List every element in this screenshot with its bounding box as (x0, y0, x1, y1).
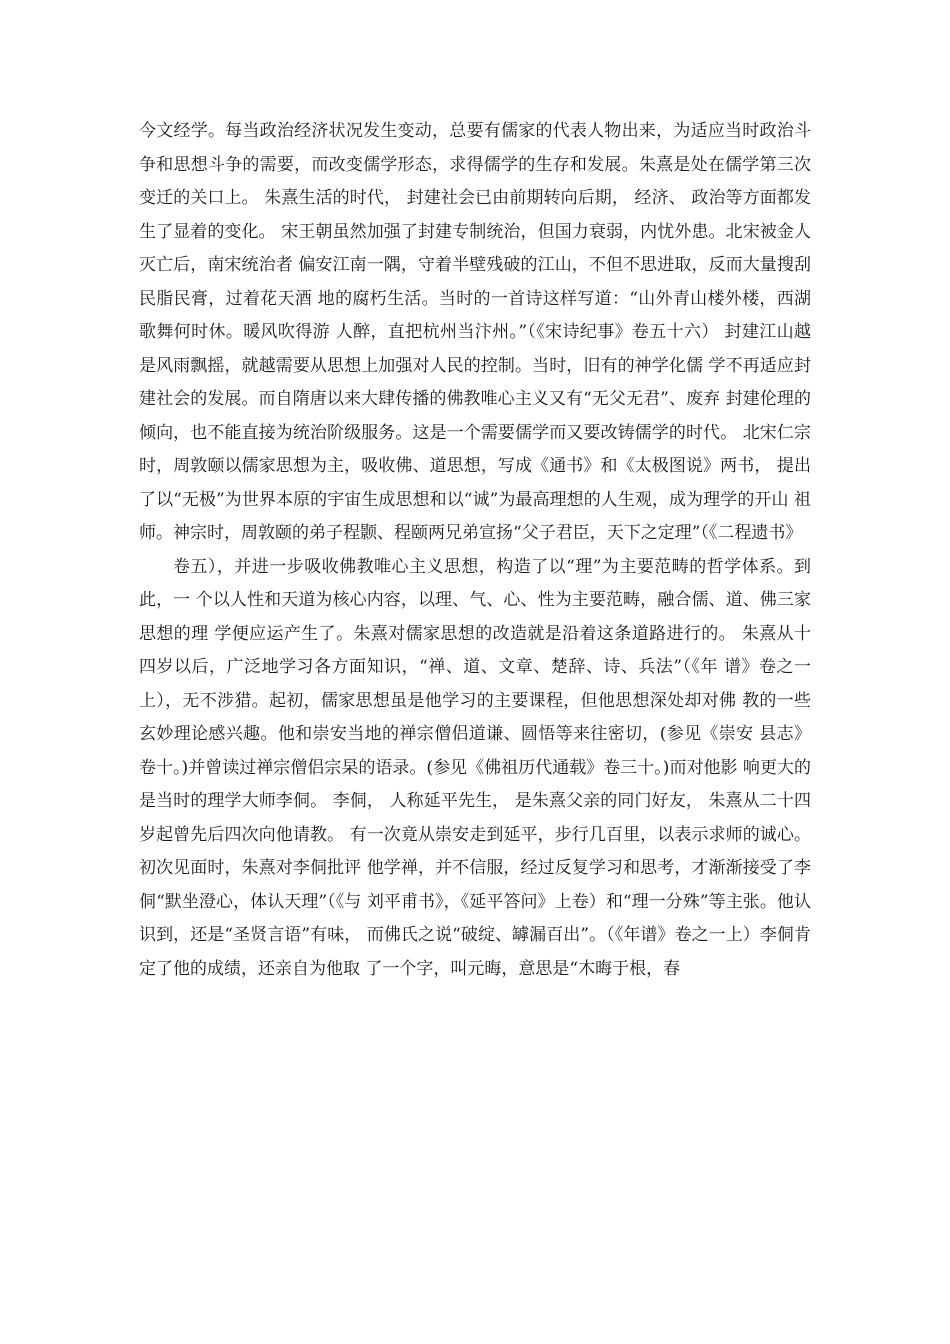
paragraph: 今文经学。每当政治经济状况发生变动，总要有儒家的代表人物出来，为适应当时政治斗争和思想斗争的需要，而改变儒学形态，求得儒学的生存和发展。朱熹是处在儒学第三次变迁的关口上。 朱熹生活的时代， 封建社会已由前期转向后期， 经济、 政治等方面都发生了显着的变化。 宋王朝虽然加强了封建专制统治，但国力衰弱，内忧外患。北宋被金人灭亡后，南宋统治者 偏安江南一隅，守着半壁残破的江山，不但不思进取，反而大量搜刮民脂民膏，过着花天酒 地的腐朽生活。当时的一首诗这样写道：“山外青山楼外楼，西湖歌舞何时休。暖风吹得游 人醉，直把杭州当汴州。”（《宋诗纪事》卷五十六） 封建江山越是风雨飘摇，就越需要从思想上加强对人民的控制。当时，旧有的神学化儒 学不再适应封建社会的发展。而自隋唐以来大肆传播的佛教唯心主义又有“无父无君”、废弃 封建伦理的倾向，也不能直接为统治阶级服务。这是一个需要儒学而又要改铸儒学的时代。 北宋仁宗时，周敦颐以儒家思想为主，吸收佛、道思想，写成《通书》和《太极图说》两书， 提出了以“无极”为世界本原的宇宙生成思想和以“诚”为最高理想的人生观，成为理学的开山 祖师。神宗时，周敦颐的弟子程颢、程颐两兄弟宣扬“父子君臣，天下之定理”（《二程遗书》 (139, 121, 811, 543)
paragraph: 卷五），并进一步吸收佛教唯心主义思想，构造了以“理”为主要范畴的哲学体系。到此，一 个以人性和天道为核心内容，以理、气、心、性为主要范畴，融合儒、道、佛三家思想的理 学便应运产生了。朱熹对儒家思想的改造就是沿着这条道路进行的。 朱熹从十四岁以后，广泛地学习各方面知识，“禅、道、文章、楚辞、诗、兵法”（《年 谱》卷之一上），无不涉猎。起初，儒家思想虽是他学习的主要课程，但他思想深处却对佛 教的一些玄妙理论感兴趣。他和崇安当地的禅宗僧侣道谦、圆悟等来往密切，(参见《崇安 县志》卷十。)并曾读过禅宗僧侣宗杲的语录。(参见《佛祖历代通载》卷三十。)而对他影 响更大的是当时的理学大师李侗。 李侗， 人称延平先生， 是朱熹父亲的同门好友， 朱熹从二十四岁起曾先后四次向他请教。 有一次竟从崇安走到延平，步行几百里，以表示求师的诚心。初次见面时，朱熹对李侗批评 他学禅，并不信服，经过反复学习和思考，才渐渐接受了李侗“默坐澄心，体认天理”（《与 刘平甫书》，《延平答问》上卷）和“理一分殊”等主张。他认识到，还是“圣贤言语”有味， 而佛氏之说“破绽、罅漏百出”。（《年谱》卷之一上）李侗肯定了他的成绩，还亲自为他取 了一个字，叫元晦，意思是“木晦于根，春 (139, 556, 811, 979)
document-page (139, 115, 811, 986)
